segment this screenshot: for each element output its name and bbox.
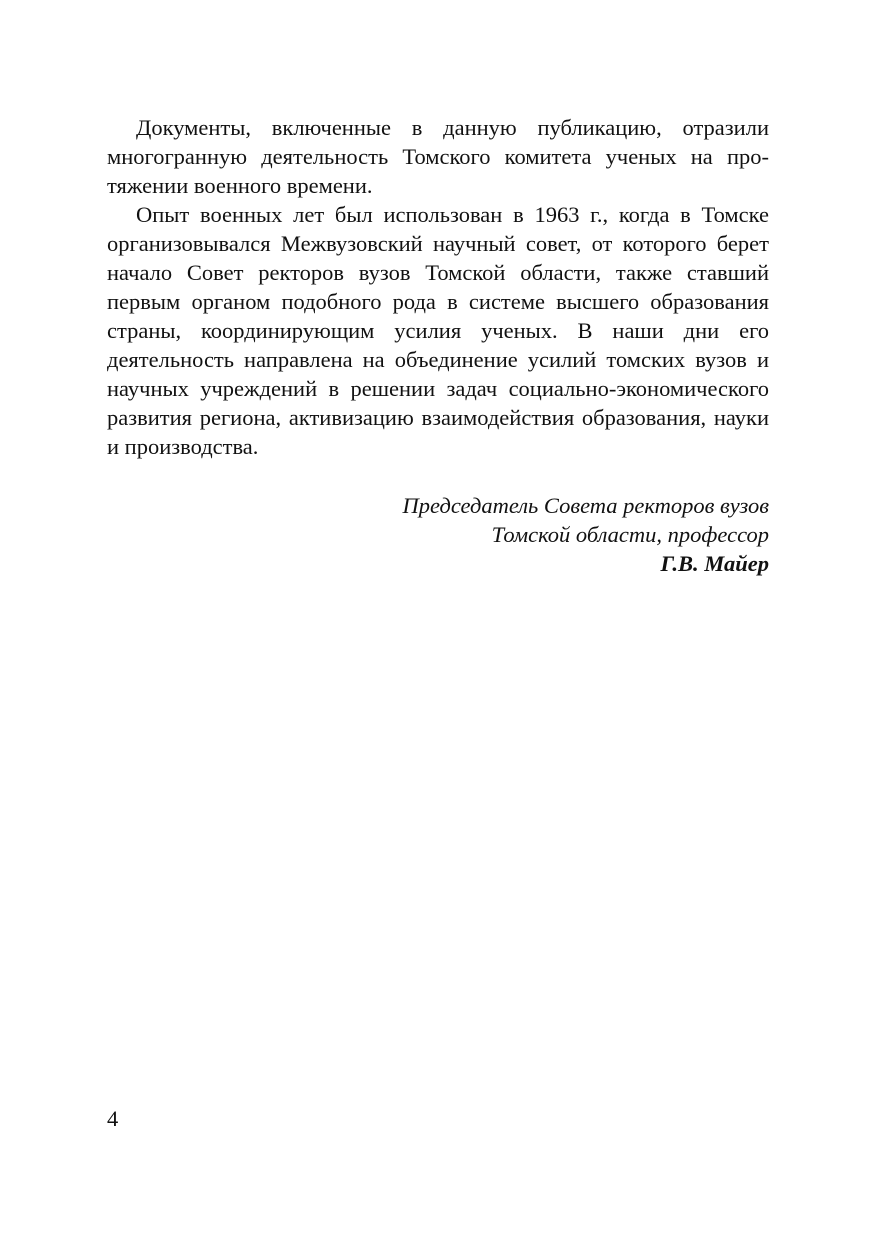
page-number: 4	[107, 1106, 119, 1131]
signature-name: Г.В. Майер	[660, 551, 769, 576]
signature-position-line-1: Председатель Совета ректоров вузов	[402, 493, 769, 518]
body-paragraph-2: Опыт военных лет был использован в 1963 г., когда в Томске организовывался Межвузовский научный совет, от которого берет начало Совет ректоров вузов Томской области, также ставший первым органом подобного рода в системе высшего образования страны, координирующим усилия ученых. В наши дни его деятельность направлена на объединение усилий томских вузов и научных учреждений в решении задач социально-экономического развития региона, активизацию взаимодействия образования, науки и производства.	[107, 202, 769, 459]
page-body	[107, 113, 769, 578]
body-paragraph-1: Документы, включенные в данную публикацию, отразили многогранную деятельность Томского комитета ученых на протяжении военного времени.	[107, 115, 769, 198]
signature-position-line-2: Томской области, профессор	[491, 522, 769, 547]
signature-block	[107, 491, 769, 578]
